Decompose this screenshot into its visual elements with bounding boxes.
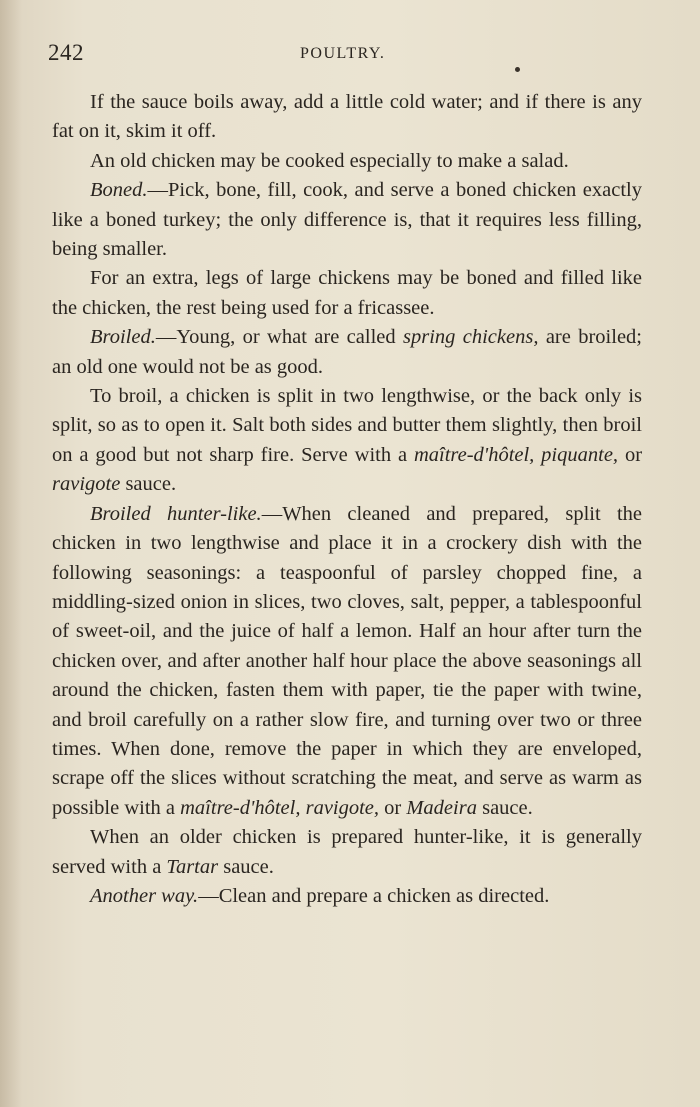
italic-run: Broiled hunter-like. xyxy=(90,502,262,525)
text-run: or xyxy=(379,796,407,819)
ink-speck xyxy=(515,67,520,72)
text-run: For an extra, legs of large chickens may be boned and filled like the chicken, the rest being used for a fricassee. xyxy=(52,267,642,319)
italic-run: Broiled. xyxy=(90,326,156,349)
text-run: An old chicken may be cooked especially to make a salad. xyxy=(90,149,569,172)
italic-run: ravigote xyxy=(52,473,121,496)
body-text xyxy=(52,88,642,911)
italic-run: Tartar xyxy=(166,855,219,878)
text-run: sauce. xyxy=(476,796,533,819)
italic-run: Another way. xyxy=(90,884,199,907)
italic-run: maître-d'hôtel, piquante, xyxy=(413,443,619,466)
text-run: or xyxy=(618,443,643,466)
italic-run: Madeira xyxy=(406,796,477,819)
text-run: If the sauce boils away, add a little cold water; and if there is any fat on it, skim it off. xyxy=(52,91,642,143)
text-run: sauce. xyxy=(218,855,274,878)
text-run: are broiled; an old one would not be as good. xyxy=(52,326,642,378)
text-run: —Pick, bone, fill, cook, and serve a boned chicken exactly like a boned turkey; the only difference is, that it requires less filling, being smaller. xyxy=(52,179,642,261)
page-gutter-shadow xyxy=(0,0,22,1107)
text-run: To broil, a chicken is split in two lengthwise, or the back only is split, so as to open it. Salt both sides and butter them slightly, then broil on a good but not sharp fire. Serve with a xyxy=(52,385,642,466)
paragraph xyxy=(52,147,642,176)
running-head xyxy=(48,40,648,70)
text-run: —Young, or what are called xyxy=(155,326,403,349)
paragraph xyxy=(52,88,642,147)
page-number: 242 xyxy=(48,40,84,65)
running-title: POULTRY. xyxy=(300,45,386,62)
paragraph xyxy=(52,264,642,323)
italic-run: spring chickens, xyxy=(402,326,539,349)
text-run: —When cleaned and prepared, split the chicken in two lengthwise and place it in a crockery dish with the following seasonings: a teaspoonful of parsley chopped fine, a middling-sized onion in slices, two cloves, salt, pepper, a tablespoonful of sweet-oil, and the juice of half a lemon. Half an hour after turn the chicken over, and after another half hour place the above seasonings all around the chicken, fasten them with paper, tie the paper with twine, and broil carefully on a rather slow fire, and turning over two or three times. When done, remove the paper in which they are enveloped, scrape off the slices without scratching the meat, and serve as warm as possible with a xyxy=(52,502,642,819)
paragraph xyxy=(52,823,642,882)
text-run: When an older chicken is prepared hunter-like, it is generally served with a xyxy=(52,826,642,878)
text-run: sauce. xyxy=(120,473,177,496)
paragraph xyxy=(52,323,642,382)
italic-run: maître-d'hôtel, ravigote, xyxy=(180,796,380,819)
paragraph xyxy=(52,382,642,500)
paragraph xyxy=(52,500,642,823)
paragraph xyxy=(52,176,642,264)
text-run: —Clean and prepare a chicken as directed. xyxy=(198,884,550,907)
italic-run: Boned. xyxy=(90,179,148,202)
paragraph xyxy=(52,882,642,911)
